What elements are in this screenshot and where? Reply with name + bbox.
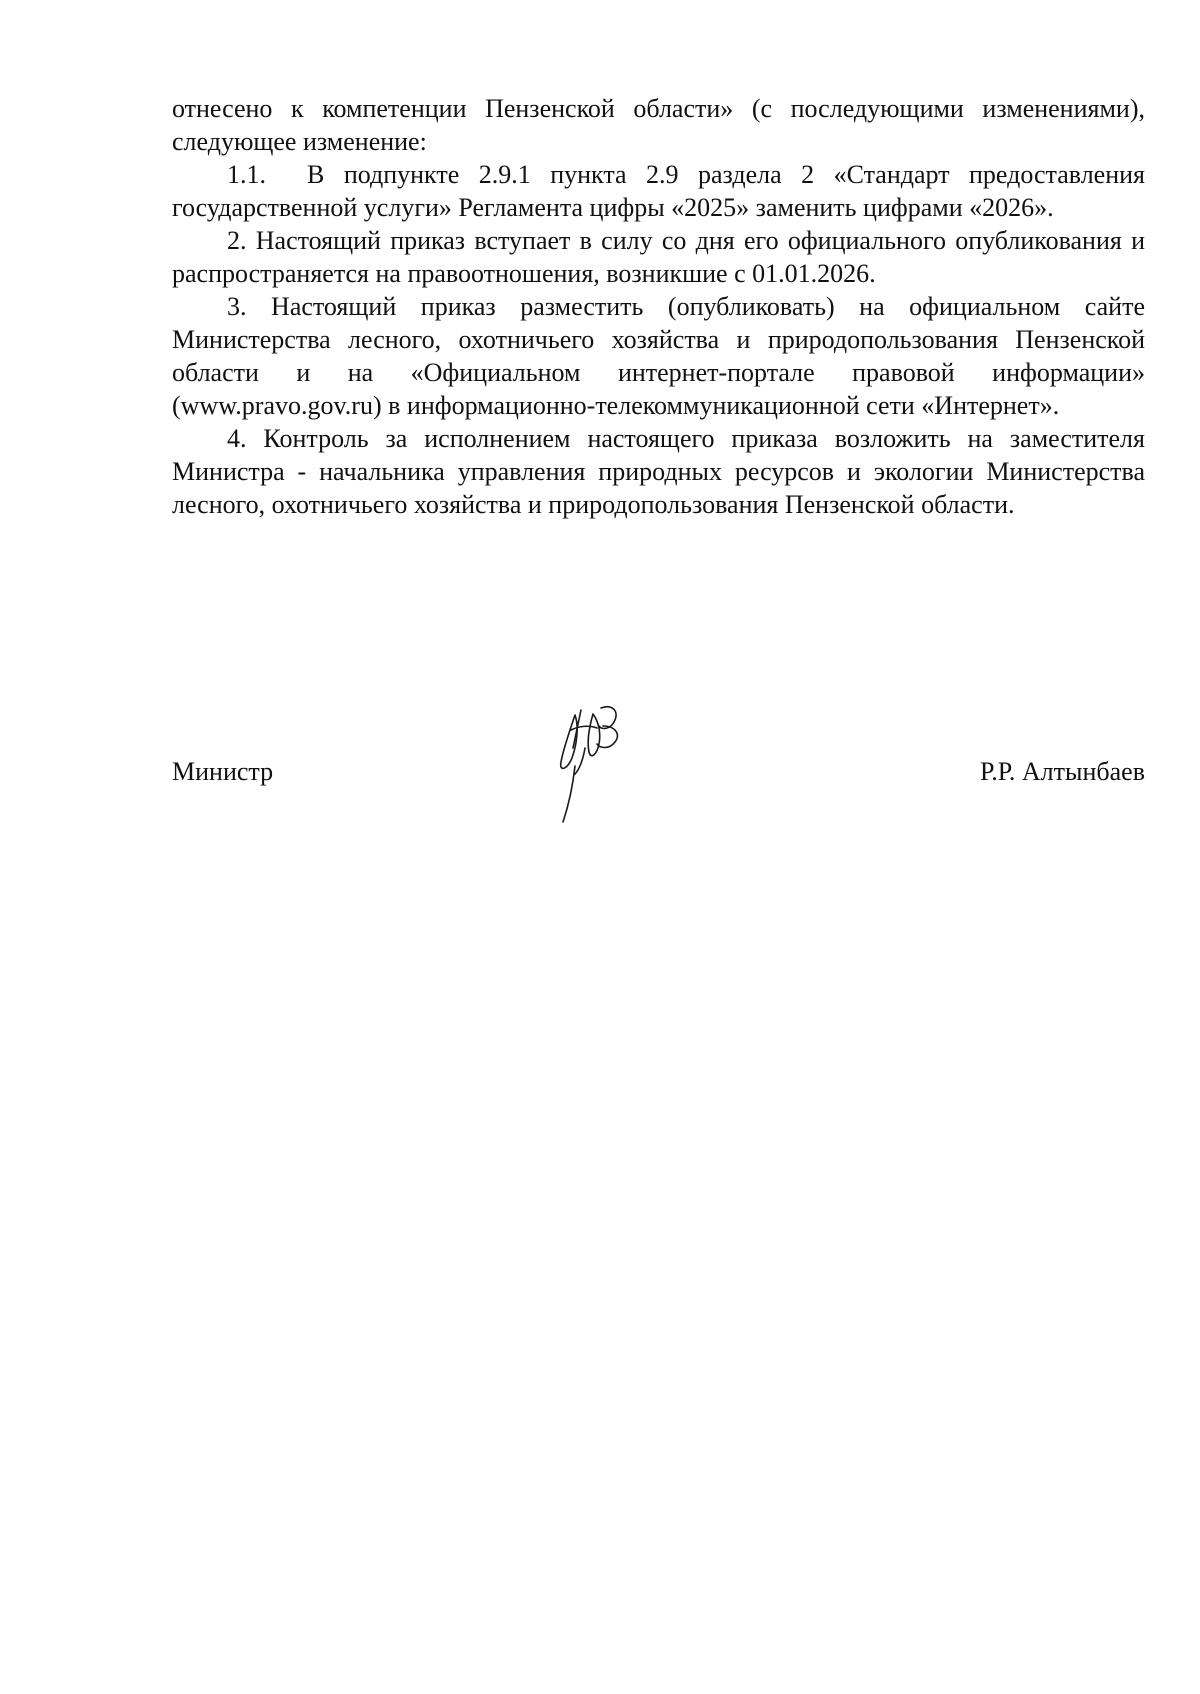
- paragraph-item-3: 3. Настоящий приказ разместить (опубликовать) на официальном сайте Министерства лесного, охотничьего хозяйства и природопользования Пензенской области и на «Официальном интернет-портале правовой информации» (www.pravo.gov.ru) в информационно-телекоммуникационной сети «Интернет».: [172, 292, 1145, 420]
- paragraph-subitem-1-1: [172, 158, 1145, 224]
- paragraph-continuation: отнесено к компетенции Пензенской области» (с последующими изменениями), следующее изменение:: [172, 94, 1145, 156]
- subitem-text: В подпункте 2.9.1 пункта 2.9 раздела 2 «Стандарт предоставления государственной услуги» Регламента цифры «2025» заменить цифрами «2026».: [172, 160, 1145, 222]
- signatory-name: Р.Р. Алтынбаев: [979, 757, 1145, 786]
- paragraph-item-2: 2. Настоящий приказ вступает в силу со дня его официального опубликования и распространяется на правоотношения, возникшие с 01.01.2026.: [172, 226, 1145, 288]
- signatory-title: Министр: [172, 757, 274, 786]
- paragraph-item-4: 4. Контроль за исполнением настоящего приказа возложить на заместителя Министра - начальника управления природных ресурсов и экологии Министерства лесного, охотничьего хозяйства и природопользования Пензенской области.: [172, 424, 1145, 519]
- handwritten-signature: [545, 700, 635, 830]
- signature-block: [172, 755, 1145, 795]
- subitem-number: 1.1.: [227, 160, 266, 189]
- document-body: [172, 92, 1145, 521]
